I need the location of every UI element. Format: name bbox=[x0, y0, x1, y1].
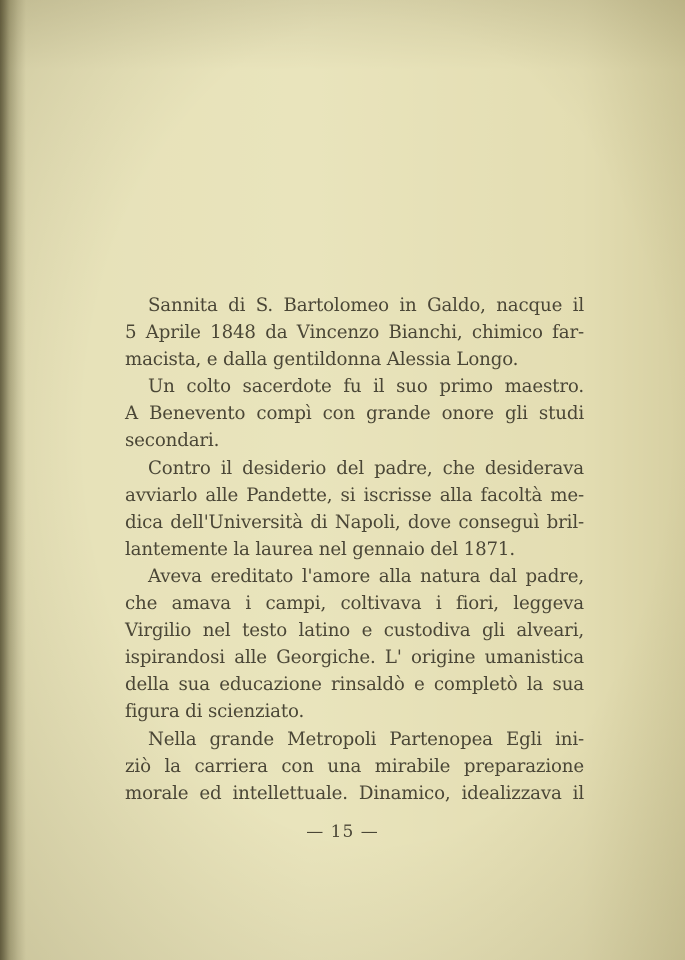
spine-shadow bbox=[0, 0, 26, 960]
text-line: lantemente la laurea nel gennaio del 1871. bbox=[125, 538, 515, 560]
text-line: macista, e dalla gentildonna Alessia Longo. bbox=[125, 349, 519, 371]
text-line: Virgilio nel testo latino e custodiva gli alveari, bbox=[125, 620, 584, 642]
text-line: ispirandosi alle Georgiche. L' origine umanistica bbox=[125, 647, 584, 669]
paragraph-3 bbox=[125, 455, 584, 563]
text-line: che amava i campi, coltivava i fiori, leggeva bbox=[125, 593, 584, 615]
text-line: ziò la carriera con una mirabile preparazione bbox=[125, 755, 584, 777]
body-text bbox=[125, 292, 584, 807]
text-line: Nella grande Metropoli Partenopea Egli ini- bbox=[148, 728, 584, 750]
text-line: dica dell'Università di Napoli, dove conseguì bril- bbox=[125, 511, 584, 533]
text-line: avviarlo alle Pandette, si iscrisse alla facoltà me- bbox=[125, 484, 584, 506]
paragraph-1 bbox=[125, 292, 584, 373]
text-line: secondari. bbox=[125, 430, 220, 452]
text-line: Sannita di S. Bartolomeo in Galdo, nacque il bbox=[148, 295, 584, 316]
text-line: figura di scienziato. bbox=[125, 701, 305, 723]
text-line: morale ed intellettuale. Dinamico, idealizzava il bbox=[125, 782, 584, 804]
text-line: della sua educazione rinsaldò e completò la sua bbox=[125, 674, 584, 696]
text-line: A Benevento compì con grande onore gli studi bbox=[125, 403, 584, 425]
text-line: Un colto sacerdote fu il suo primo maestro. bbox=[148, 376, 584, 398]
paragraph-4 bbox=[125, 563, 584, 726]
paragraph-2 bbox=[125, 373, 584, 454]
text-line: Aveva ereditato l'amore alla natura dal padre, bbox=[148, 565, 584, 587]
paragraph-5 bbox=[125, 726, 584, 807]
text-line: Contro il desiderio del padre, che desiderava bbox=[148, 457, 584, 479]
page-number: — 15 — bbox=[306, 822, 379, 842]
top-shade bbox=[0, 0, 685, 70]
text-line: 5 Aprile 1848 da Vincenzo Bianchi, chimico far- bbox=[125, 322, 584, 344]
